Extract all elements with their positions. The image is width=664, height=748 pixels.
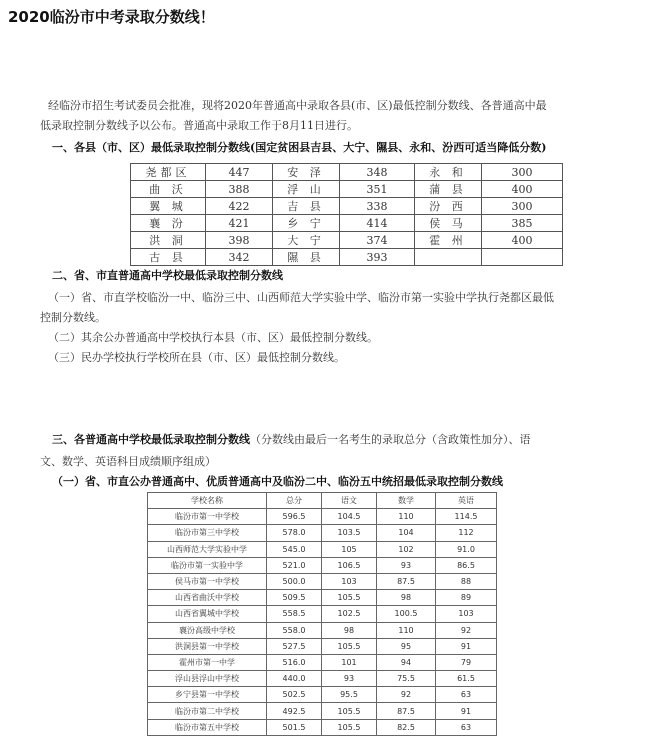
english-score: 92 [436, 622, 497, 638]
county-name: 汾 西 [415, 198, 482, 215]
total-score: 516.0 [267, 654, 322, 670]
school-name: 临汾市第二中学校 [148, 703, 267, 719]
county-score: 338 [340, 198, 415, 215]
total-score: 509.5 [267, 590, 322, 606]
county-score: 385 [482, 215, 563, 232]
math-score: 82.5 [377, 719, 436, 735]
chinese-score: 105.5 [322, 590, 377, 606]
table-row [148, 606, 497, 622]
section2-item2: （二）其余公办普通高中学校执行本县（市、区）最低控制分数线。 [48, 331, 378, 344]
english-score: 61.5 [436, 671, 497, 687]
chinese-score: 105.5 [322, 719, 377, 735]
chinese-score: 98 [322, 622, 377, 638]
table-header-row [148, 493, 497, 509]
county-score: 393 [340, 249, 415, 266]
county-name: 曲 沃 [131, 181, 206, 198]
math-score: 93 [377, 557, 436, 573]
page-title: 2020临汾市中考录取分数线！ [8, 8, 215, 26]
chinese-score: 101 [322, 654, 377, 670]
table-row [148, 509, 497, 525]
total-score: 521.0 [267, 557, 322, 573]
english-score: 91 [436, 638, 497, 654]
table-row [148, 687, 497, 703]
total-score: 558.0 [267, 622, 322, 638]
table-row [131, 249, 563, 266]
table-row [148, 654, 497, 670]
math-score: 94 [377, 654, 436, 670]
county-name: 隰 县 [273, 249, 340, 266]
chinese-score: 104.5 [322, 509, 377, 525]
county-name [415, 249, 482, 266]
total-score: 501.5 [267, 719, 322, 735]
english-score: 114.5 [436, 509, 497, 525]
table-row [131, 164, 563, 181]
total-score: 492.5 [267, 703, 322, 719]
county-name: 霍 州 [415, 232, 482, 249]
school-name: 霍州市第一中学 [148, 654, 267, 670]
county-score-table [130, 163, 563, 266]
english-score: 88 [436, 573, 497, 589]
county-name: 浮 山 [273, 181, 340, 198]
section2-item1-line1: （一）省、市直学校临汾一中、临汾三中、山西师范大学实验中学、临汾市第一实验中学执行尧都区最低 [48, 291, 554, 304]
school-name: 浮山县浮山中学校 [148, 671, 267, 687]
section3-heading-rest: （分数线由最后一名考生的录取总分（含政策性加分）、语 [250, 433, 531, 446]
total-score: 596.5 [267, 509, 322, 525]
school-score-table [147, 492, 497, 736]
county-name: 安 泽 [273, 164, 340, 181]
chinese-score: 103.5 [322, 525, 377, 541]
county-score: 388 [206, 181, 273, 198]
intro-line-1: 经临汾市招生考试委员会批准，现将2020年普通高中录取各县(市、区)最低控制分数线、各普通高中最 [48, 99, 547, 112]
school-name: 临汾市第三中学校 [148, 525, 267, 541]
school-name: 山西省曲沃中学校 [148, 590, 267, 606]
total-score: 545.0 [267, 541, 322, 557]
table-row [131, 232, 563, 249]
table-row [148, 703, 497, 719]
total-score: 527.5 [267, 638, 322, 654]
math-score: 110 [377, 622, 436, 638]
school-name: 山西师范大学实验中学 [148, 541, 267, 557]
county-score [482, 249, 563, 266]
column-header: 数学 [377, 493, 436, 509]
intro-line-2: 低录取控制分数线予以公布。普通高中录取工作于8月11日进行。 [40, 119, 358, 132]
county-name: 侯 马 [415, 215, 482, 232]
section3-heading-bold: 三、各普通高中学校最低录取控制分数线 [52, 433, 250, 446]
table-row [148, 525, 497, 541]
county-name: 永 和 [415, 164, 482, 181]
chinese-score: 103 [322, 573, 377, 589]
school-name: 乡宁县第一中学校 [148, 687, 267, 703]
math-score: 92 [377, 687, 436, 703]
math-score: 87.5 [377, 573, 436, 589]
school-name: 临汾市第五中学校 [148, 719, 267, 735]
column-header: 语文 [322, 493, 377, 509]
english-score: 86.5 [436, 557, 497, 573]
county-name: 襄 汾 [131, 215, 206, 232]
column-header: 学校名称 [148, 493, 267, 509]
table-row [148, 638, 497, 654]
county-score: 447 [206, 164, 273, 181]
table-row [148, 573, 497, 589]
county-score: 414 [340, 215, 415, 232]
table-row [148, 671, 497, 687]
county-score: 300 [482, 164, 563, 181]
county-name: 古 县 [131, 249, 206, 266]
chinese-score: 93 [322, 671, 377, 687]
school-name: 侯马市第一中学校 [148, 573, 267, 589]
math-score: 95 [377, 638, 436, 654]
county-name: 翼 城 [131, 198, 206, 215]
county-score: 421 [206, 215, 273, 232]
county-name: 尧都区 [131, 164, 206, 181]
school-name: 临汾市第一实验中学 [148, 557, 267, 573]
county-score: 351 [340, 181, 415, 198]
math-score: 87.5 [377, 703, 436, 719]
english-score: 79 [436, 654, 497, 670]
chinese-score: 95.5 [322, 687, 377, 703]
section3-subheading: （一）省、市直公办普通高中、优质普通高中及临汾二中、临汾五中统招最低录取控制分数线 [52, 475, 503, 488]
school-name: 襄汾高级中学校 [148, 622, 267, 638]
table-row [131, 181, 563, 198]
chinese-score: 105 [322, 541, 377, 557]
county-score: 348 [340, 164, 415, 181]
county-name: 大 宁 [273, 232, 340, 249]
english-score: 91 [436, 703, 497, 719]
english-score: 89 [436, 590, 497, 606]
table-row [148, 719, 497, 735]
school-name: 山西省翼城中学校 [148, 606, 267, 622]
math-score: 100.5 [377, 606, 436, 622]
math-score: 110 [377, 509, 436, 525]
table-row [131, 215, 563, 232]
table-row [148, 557, 497, 573]
total-score: 578.0 [267, 525, 322, 541]
table-row [131, 198, 563, 215]
section1-heading: 一、各县（市、区）最低录取控制分数线(国定贫困县吉县、大宁、隰县、永和、汾西可适当降低分数) [52, 141, 547, 154]
county-score: 400 [482, 181, 563, 198]
math-score: 104 [377, 525, 436, 541]
school-name: 临汾市第一中学校 [148, 509, 267, 525]
county-score: 398 [206, 232, 273, 249]
county-name: 吉 县 [273, 198, 340, 215]
school-name: 洪洞县第一中学校 [148, 638, 267, 654]
english-score: 91.0 [436, 541, 497, 557]
english-score: 112 [436, 525, 497, 541]
english-score: 63 [436, 687, 497, 703]
county-score: 342 [206, 249, 273, 266]
column-header: 总分 [267, 493, 322, 509]
section2-item1-line2: 控制分数线。 [40, 311, 106, 324]
chinese-score: 105.5 [322, 638, 377, 654]
chinese-score: 106.5 [322, 557, 377, 573]
section3-heading [52, 430, 531, 450]
column-header: 英语 [436, 493, 497, 509]
section2-heading: 二、省、市直普通高中学校最低录取控制分数线 [52, 269, 283, 282]
county-score: 300 [482, 198, 563, 215]
table-row [148, 590, 497, 606]
county-score: 422 [206, 198, 273, 215]
county-score: 374 [340, 232, 415, 249]
english-score: 63 [436, 719, 497, 735]
math-score: 102 [377, 541, 436, 557]
total-score: 558.5 [267, 606, 322, 622]
county-name: 蒲 县 [415, 181, 482, 198]
total-score: 440.0 [267, 671, 322, 687]
chinese-score: 105.5 [322, 703, 377, 719]
math-score: 98 [377, 590, 436, 606]
english-score: 103 [436, 606, 497, 622]
table-row [148, 541, 497, 557]
total-score: 502.5 [267, 687, 322, 703]
total-score: 500.0 [267, 573, 322, 589]
section3-heading-line2: 文、数学、英语科目成绩顺序组成） [40, 455, 216, 468]
chinese-score: 102.5 [322, 606, 377, 622]
table-row [148, 622, 497, 638]
math-score: 75.5 [377, 671, 436, 687]
county-name: 乡 宁 [273, 215, 340, 232]
county-name: 洪 洞 [131, 232, 206, 249]
section2-item3: （三）民办学校执行学校所在县（市、区）最低控制分数线。 [48, 351, 345, 364]
county-score: 400 [482, 232, 563, 249]
